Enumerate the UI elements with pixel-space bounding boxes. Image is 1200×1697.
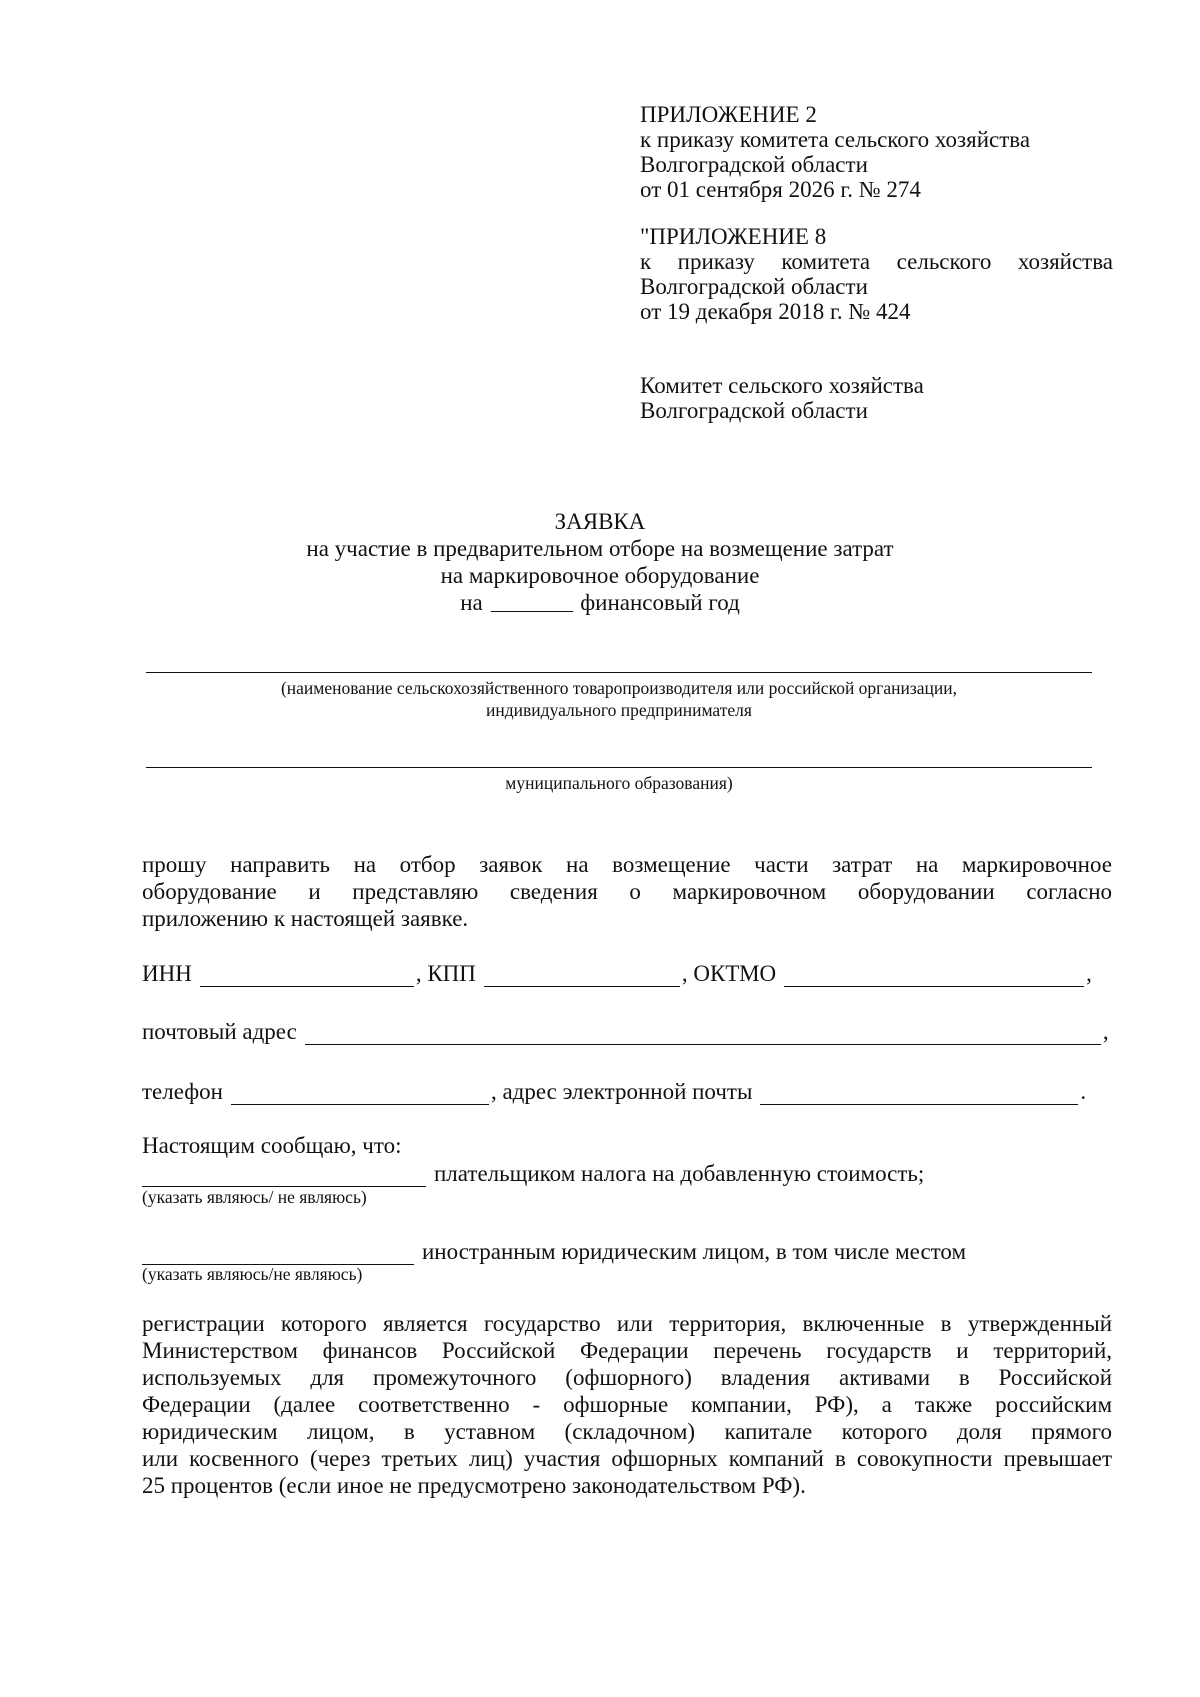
appendix-original-line3: от 19 декабря 2018 г. № 424 [640, 299, 911, 324]
foreign-text: иностранным юридическим лицом, в том числе местом [422, 1239, 967, 1264]
appendix-original-line1: к приказу комитета сельского хозяйства [640, 249, 1113, 274]
year-prefix: на [460, 590, 483, 615]
request-line2: оборудование и представляю сведения о маркировочном оборудовании согласно [142, 879, 1112, 904]
application-subtitle-line2: на маркировочное оборудование [440, 563, 760, 588]
request-paragraph [142, 851, 1112, 932]
email-period: . [1080, 1079, 1087, 1104]
applicant-caption [146, 677, 1092, 721]
appendix-current-block [640, 102, 1110, 202]
foreign-status-field[interactable] [142, 1244, 414, 1265]
request-line3: приложению к настоящей заявке. [142, 906, 469, 931]
offshore-paragraph [142, 1310, 1112, 1499]
vat-text: плательщиком налога на добавленную стоимость; [434, 1161, 925, 1186]
application-subtitle-line1: на участие в предварительном отборе на возмещение затрат [306, 536, 894, 561]
appendix-current-line2: Волгоградской области [640, 152, 868, 177]
foreign-hint: (указать являюсь/не являюсь) [142, 1264, 363, 1284]
appendix-current-line3: от 01 сентября 2026 г. № 274 [640, 177, 921, 202]
vat-status-field[interactable] [142, 1166, 426, 1187]
appendix-current-line1: к приказу комитета сельского хозяйства [640, 127, 1031, 152]
inn-label: ИНН [142, 961, 192, 986]
appendix-original-block [640, 224, 1113, 324]
addressee-line1: Комитет сельского хозяйства [640, 373, 924, 398]
year-suffix: финансовый год [580, 590, 740, 615]
phone-field[interactable] [231, 1084, 489, 1105]
applicant-caption-line3: муниципального образования) [505, 773, 733, 793]
applicant-caption-line2: индивидуального предпринимателя [486, 700, 752, 720]
municipality-caption [146, 772, 1092, 794]
vat-hint: (указать являюсь/ не являюсь) [142, 1187, 367, 1207]
postal-address-field[interactable] [305, 1024, 1101, 1045]
foreign-entity-row [142, 1238, 966, 1265]
contacts-row [142, 1078, 1086, 1105]
oktmo-field[interactable] [784, 966, 1084, 987]
municipality-line[interactable] [146, 767, 1092, 768]
fiscal-year-blank[interactable] [491, 593, 573, 612]
offshore-line4: Федерации (далее соответственно - офшорные компании, РФ), а также российским [142, 1392, 1112, 1417]
appendix-original-line2: Волгоградской области [640, 274, 868, 299]
phone-label: телефон [142, 1079, 223, 1104]
oktmo-label: , ОКТМО [681, 961, 777, 986]
offshore-line5: юридическим лицом, в уставном (складочном) капитале которого доля прямого [142, 1419, 1112, 1444]
postal-address-comma: , [1102, 1019, 1109, 1044]
applicant-caption-line1: (наименование сельскохозяйственного товаропроизводителя или российской организации, [280, 678, 958, 698]
postal-address-label: почтовый адрес [142, 1019, 297, 1044]
application-heading [0, 508, 1200, 616]
declaration-intro [142, 1132, 401, 1159]
declaration-intro-text: Настоящим сообщаю, что: [142, 1133, 402, 1158]
offshore-line3: используемых для промежуточного (офшорного) владения активами в Российской [142, 1365, 1112, 1390]
request-line1: прошу направить на отбор заявок на возмещение части затрат на маркировочное [142, 852, 1112, 877]
appendix-original-title: "ПРИЛОЖЕНИЕ 8 [640, 224, 827, 249]
appendix-current-title: ПРИЛОЖЕНИЕ 2 [640, 102, 817, 127]
offshore-line6: или косвенного (через третьих лиц) участия офшорных компаний в совокупности превышает [142, 1446, 1112, 1471]
offshore-line1: регистрации которого является государство или территория, включенные в утвержденный [142, 1311, 1112, 1336]
email-label: , адрес электронной почты [490, 1079, 753, 1104]
addressee-block [640, 373, 1110, 423]
inn-field[interactable] [200, 966, 414, 987]
oktmo-comma: , [1086, 961, 1092, 986]
application-title: ЗАЯВКА [554, 509, 646, 534]
kpp-label: , КПП [415, 961, 476, 986]
tax-ids-row [142, 960, 1092, 987]
offshore-line2: Министерством финансов Российской Федерации перечень государств и территорий, [142, 1338, 1112, 1363]
email-field[interactable] [760, 1084, 1078, 1105]
kpp-field[interactable] [484, 966, 680, 987]
vat-row [142, 1160, 924, 1187]
applicant-name-line[interactable] [146, 672, 1092, 673]
postal-address-row [142, 1018, 1109, 1045]
application-year-line [0, 589, 1200, 616]
addressee-line2: Волгоградской области [640, 398, 868, 423]
offshore-line7: 25 процентов (если иное не предусмотрено законодательством РФ). [142, 1473, 806, 1498]
